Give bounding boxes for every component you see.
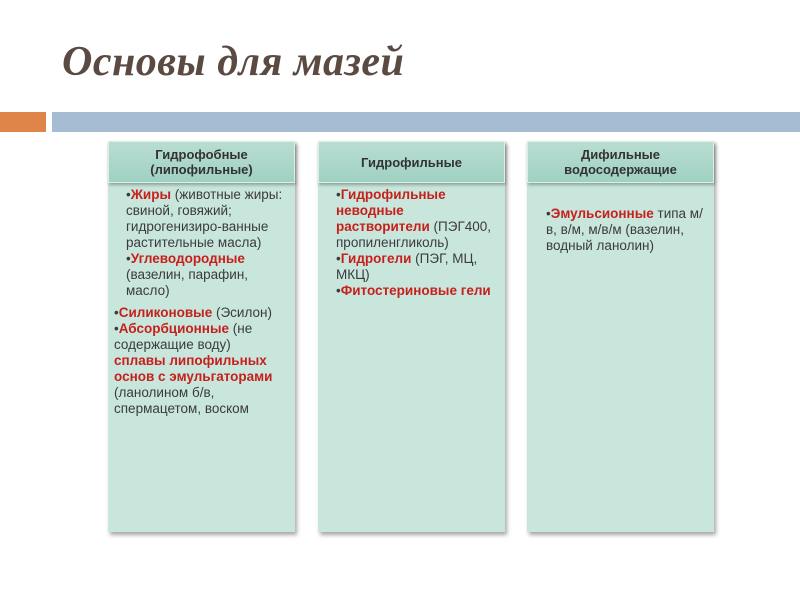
column-header-hydrophilic: [318, 141, 505, 183]
column-header-diphilic: [527, 141, 714, 183]
column-body-hydrophilic: [324, 187, 500, 299]
header-line: Дифильные: [580, 147, 661, 162]
list-item: •Углеводородные (вазелин, парафин, масло): [126, 251, 249, 298]
list-item: •Эмульсионные типа м/в, в/м, м/в/м (вазелин, водный ланолин): [546, 206, 703, 253]
list-item: •Гидрофильные неводные растворители (ПЭГ400, пропиленгликоль): [336, 187, 492, 250]
header-line: Гидрофобные: [155, 147, 248, 162]
column-body-diphilic: [534, 206, 710, 254]
list-item: •Силиконовые (Эсилон): [114, 305, 272, 320]
slide-title: Основы для мазей: [62, 39, 405, 85]
list-item: •Жиры (животные жиры: свиной, говяжий; гидрогенизиро-ванные растительные масла): [126, 187, 283, 250]
column-body-hydrophobic: [114, 187, 290, 417]
header-line: водосодержащие: [564, 162, 677, 177]
title-underline-band: [52, 112, 800, 132]
column-header-hydrophobic: [108, 141, 295, 183]
column-diphilic: [527, 141, 714, 532]
list-item: •Гидрогели (ПЭГ, МЦ, МКЦ): [336, 251, 478, 282]
header-line: (липофильные): [150, 162, 253, 177]
list-item: •Абсорбционные (не содержащие воду): [114, 321, 253, 352]
accent-bar: [0, 112, 46, 132]
list-item: •Фитостериновые гели: [336, 283, 491, 298]
header-line: Гидрофильные: [361, 154, 462, 170]
list-item: сплавы липофильных основ с эмульгаторами (ланолином б/в, спермацетом, воском: [114, 353, 273, 416]
